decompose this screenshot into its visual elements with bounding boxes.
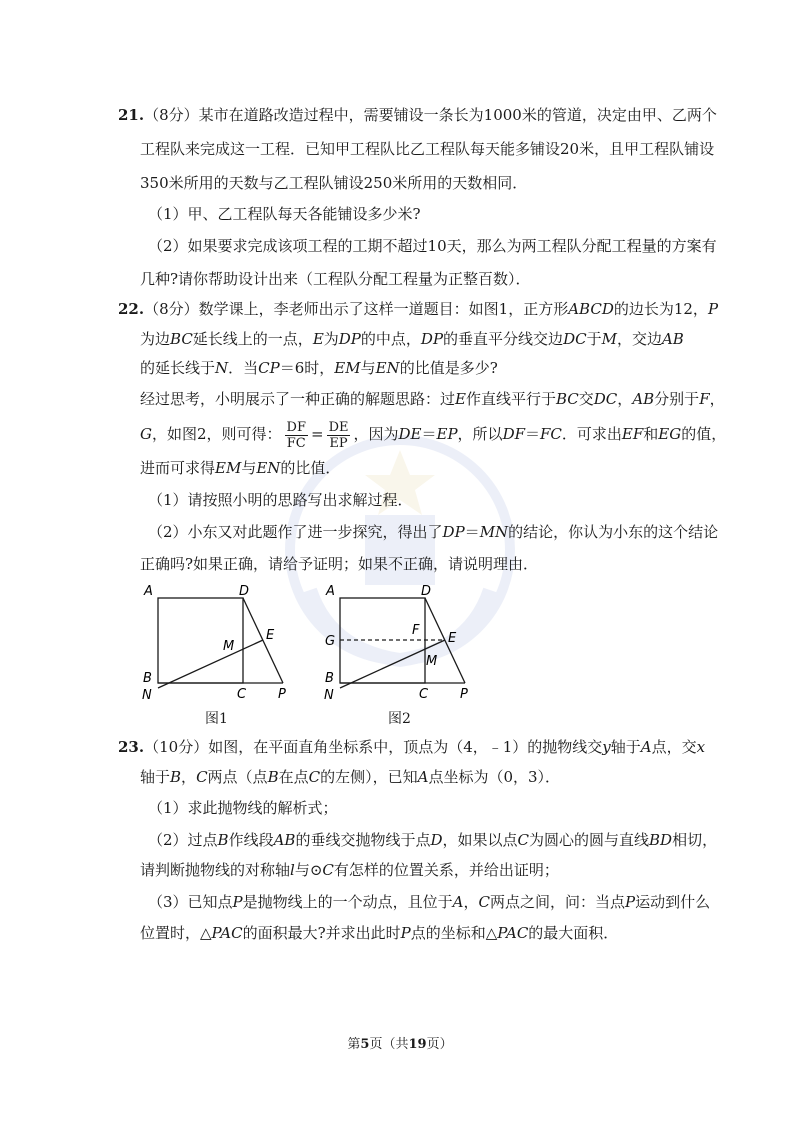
t: 的垂直平分线交边 [443,330,564,348]
t: N [215,359,229,377]
label-n: N [142,688,152,703]
q22-score: （8分） [144,300,199,318]
t: DP [420,330,444,348]
t: AB [273,831,296,849]
t: G [140,425,152,443]
q21-part-2b-text: 几种?请你帮助设计出来（工程队分配工程量为正整百数）． [140,270,531,288]
fraction-de-ep [327,420,351,451]
t: 相切， [672,831,718,849]
t: 的值， [681,425,727,443]
t: 两点之间，问：当点 [490,893,626,911]
t: 如图，在平面直角坐标系中，顶点为（4，﹣1）的抛物线交 [208,738,603,756]
t: 的结论，你认为小东的这个结论 [508,523,719,541]
t: DP [338,330,361,348]
q23-part-1-text: （1）求此抛物线的解析式； [148,799,338,817]
t: 点，交 [651,738,697,756]
label-p: P [460,687,468,702]
q21-score: （8分） [144,106,199,124]
t: EN [256,459,281,477]
t: l [290,861,295,879]
q21-text-1: 某市在道路改造过程中，需要铺设一条长为1000米的管道，决定由甲、乙两个 [198,106,717,124]
q21-number: 21. [118,106,145,124]
t: ＝ [421,425,437,443]
t: 进而可求得 [140,459,216,477]
t: 的垂线交抛物线于点 [295,831,431,849]
t: A [417,768,429,786]
t: EF [621,425,644,443]
t: 为 [323,330,339,348]
t: 与 [360,359,376,377]
t: EN [375,359,400,377]
t: ，如果以点 [442,831,518,849]
t: ， [617,390,633,408]
t: ＝6时， [279,359,335,377]
label-p: P [278,687,286,702]
q21-part-1 [148,205,421,223]
fraction-denominator: FC [286,435,306,451]
fraction-denominator: EP [329,435,348,451]
q23-part-2a [148,831,717,849]
t: C [308,768,321,786]
t: 的比值． [280,459,341,477]
t: ，如图2，则可得： [151,425,282,443]
figure-2 [320,583,480,708]
q22-t1: 数学课上，李老师出示了这样一道题目：如图1，正方形 [198,300,569,318]
t: BC [170,330,193,348]
t: 位置时，△ [140,924,212,942]
label-e: E [266,628,275,643]
t: 交 [578,390,594,408]
q23-part-1 [148,799,338,817]
t: C [322,861,334,879]
t: C [478,893,490,911]
t: D [430,831,443,849]
equals-sign: = [310,425,324,443]
q23-part-3a [148,893,710,911]
label-n: N [324,688,334,703]
t: 轴于 [610,738,641,756]
q22-t1b: 的边长为12， [613,300,708,318]
t: PAC [497,924,529,942]
q22-number: 22. [118,300,145,318]
t: A [640,738,652,756]
t: DC [593,390,618,408]
q21-text-3: 350米所用的天数与乙工程队铺设250米所用的天数相同． [140,174,528,192]
q23-part-3b [140,924,618,942]
q22-part-1 [148,491,413,509]
t: 的比值是多少? [399,359,498,377]
t: B [170,768,182,786]
t: 是抛物线上的一个动点，且位于 [242,893,453,911]
t: 有怎样的位置关系，并给出证明； [333,861,559,879]
q21-text-2: 工程队来完成这一工程．已知甲工程队比乙工程队每天能多铺设20米，且甲工程队铺设 [140,140,715,158]
t: 运动到什么 [635,893,711,911]
q23-line-1 [118,738,705,756]
t: P [625,893,636,911]
t: AB [632,390,655,408]
figure-2-caption: 图2 [388,711,411,727]
t: 在点 [278,768,309,786]
label-c: C [237,687,247,702]
t: ， [463,893,479,911]
t: C [196,768,208,786]
t: 轴于 [140,768,171,786]
label-d: D [421,584,432,599]
t: 于 [586,330,602,348]
t: 与 [241,459,257,477]
label-b: B [325,671,334,686]
t: A [452,893,464,911]
fraction-df-fc [285,420,308,451]
t: EM [215,459,242,477]
label-c: C [419,687,429,702]
t: 分别于 [654,390,700,408]
q22-line-3 [140,359,498,377]
t: E [455,390,466,408]
t: （2）过点 [148,831,218,849]
label-a: A [144,584,153,599]
q22-part-2a [148,523,718,541]
t: B [267,768,279,786]
t: ， [181,768,197,786]
t: 经过思考，小明展示了一种正确的解题思路：过 [140,390,456,408]
t: E [312,330,324,348]
label-m: M [223,639,235,654]
t: 的最大面积． [528,924,619,942]
footer-mid: 页（共 [369,1037,409,1052]
perpendicular-bisector [158,640,263,688]
q21-line-2 [140,140,714,158]
q21-part-2a-text: （2）如果要求完成该项工程的工期不超过10天，那么为两工程队分配工程量的方案有 [148,237,717,255]
t: 点的坐标和△ [410,924,498,942]
t: 的延长线于 [140,359,216,377]
t: y [602,738,611,756]
t: （2）小东又对此题作了进一步探究，得出了 [148,523,443,541]
q22-part-1-text: （1）请按照小明的思路写出求解过程． [148,491,413,509]
q22-abcd: ABCD [568,300,614,318]
t: DP [442,523,465,541]
t: DF [502,425,525,443]
t: DC [563,330,587,348]
q21-line-3 [140,174,527,192]
t: P [232,893,243,911]
label-a: A [326,584,335,599]
q22-part-2b [140,555,538,573]
q21-part-2b [140,270,531,288]
t: EP [436,425,458,443]
t: ，交边 [616,330,662,348]
q21-part-2a [148,237,717,255]
t: x [696,738,706,756]
footer-post: 页） [426,1037,453,1052]
page-footer [0,1033,800,1052]
q22-line-4 [140,390,725,408]
t: EM [334,359,361,377]
t: 的中点， [360,330,421,348]
t: ．当 [228,359,259,377]
q22-line-6 [140,459,340,477]
t: BC [555,390,579,408]
t: MN [479,523,509,541]
figure-1 [138,583,298,708]
t: PAC [211,924,243,942]
t: 与⊙ [294,861,323,879]
t: 点坐标为（0，3）． [428,768,561,786]
q21-line-1 [118,106,717,124]
t: BD [649,831,673,849]
t: 为边 [140,330,171,348]
q23-number: 23. [118,738,145,756]
t: 和 [643,425,659,443]
footer-pre: 第 [347,1037,361,1052]
figure-1-caption: 图1 [205,711,228,727]
label-g: G [325,634,336,649]
page-total: 19 [408,1037,427,1052]
label-b: B [143,671,152,686]
t: 两点（点 [207,768,268,786]
t: DE [398,425,422,443]
t: 作线段 [228,831,274,849]
t: B [217,831,229,849]
fraction-numerator: DF [286,419,306,435]
t: 为圆心的圆与直线 [529,831,650,849]
q22-line-2 [140,330,684,348]
t: ，所以 [457,425,503,443]
label-d: D [239,584,250,599]
t: ，因为 [353,425,399,443]
q23-part-2b [140,861,559,879]
t: AB [661,330,684,348]
label-e: E [448,631,457,646]
label-f: F [412,623,420,638]
t: C [517,831,529,849]
q23-score: （10分） [144,738,209,756]
t: （3）已知点 [148,893,233,911]
q22-line-1 [118,300,718,318]
t: 的左侧），已知 [320,768,418,786]
q22-line-5 [140,416,726,452]
t: 请判断抛物线的对称轴 [140,861,291,879]
t: 的面积最大?并求出此时 [242,924,401,942]
q22-p: P [707,300,719,318]
label-m: M [426,654,438,669]
t: ＝ [464,523,480,541]
q23-line-2 [140,768,560,786]
t: EG [658,425,682,443]
q22-part-2b-text: 正确吗?如果正确，请给予证明；如果不正确，请说明理由． [140,555,539,573]
t: P [400,924,411,942]
t: 作直线平行于 [465,390,556,408]
t: M [601,330,617,348]
t: F [699,390,710,408]
t: ， [709,390,725,408]
q21-part-1-text: （1）甲、乙工程队每天各能铺设多少米? [148,205,421,223]
t: ＝ [525,425,541,443]
t: FC [540,425,562,443]
t: 延长线上的一点， [192,330,313,348]
page-number: 5 [360,1037,370,1052]
fraction-numerator: DE [328,419,349,435]
t: ．可求出 [561,425,622,443]
t: CP [258,359,280,377]
